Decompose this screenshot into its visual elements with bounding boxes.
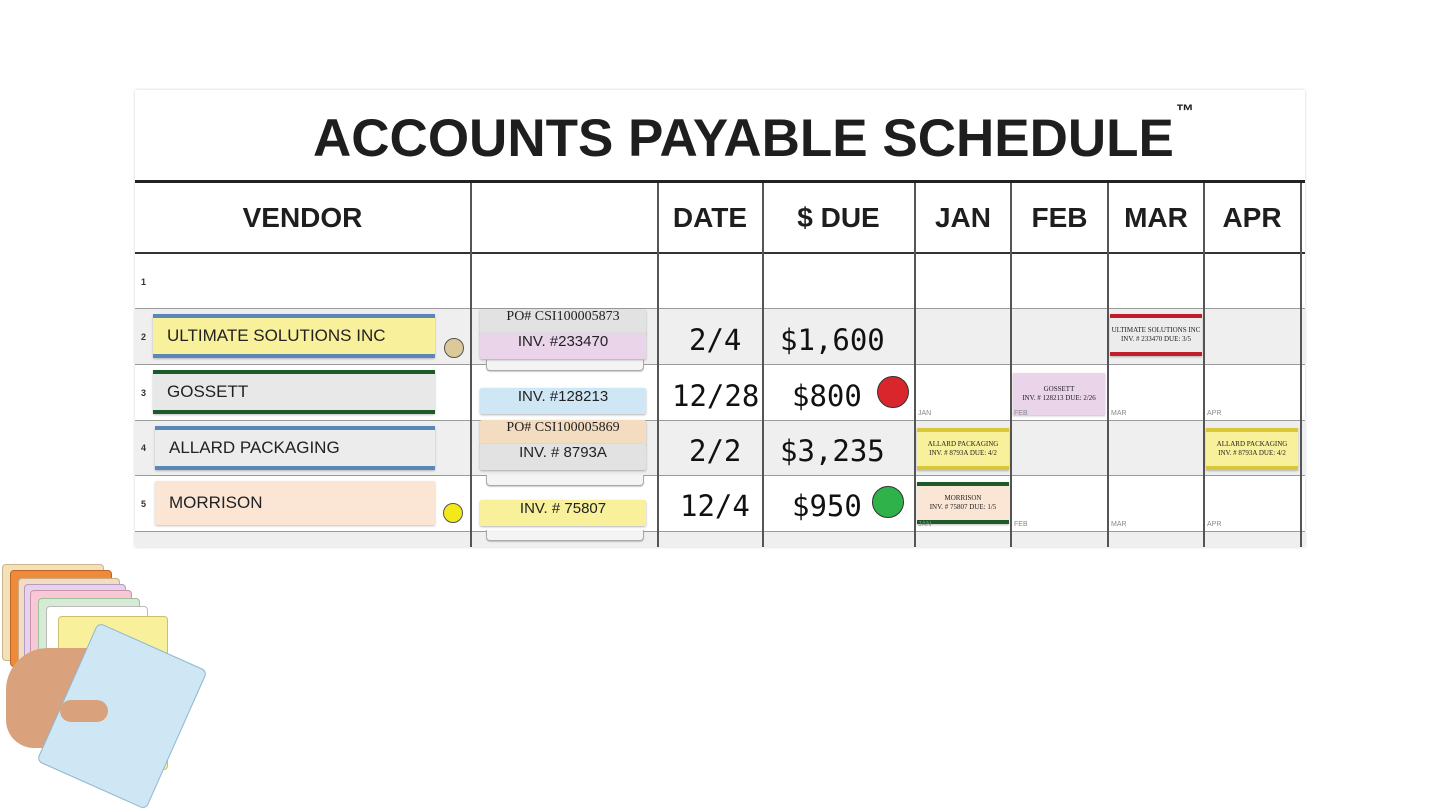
month-tag: APR [1207,410,1222,417]
invoice-card[interactable]: INV. # 75807 [480,500,646,526]
invoice-card[interactable]: INV. # 8793A [480,444,646,470]
month-tag: FEB [1014,410,1028,417]
row-6-background [135,532,1305,547]
schedule-card-line2: INV. # 8793A DUE: 4/2 [929,449,997,457]
po-card[interactable]: PO# CSI100005869 [480,420,646,446]
status-dot-yellow[interactable] [443,503,463,523]
header-month-apr: APR [1222,202,1282,233]
row-line [135,420,1305,421]
month-tag: FEB [1014,521,1028,528]
row-line [135,531,1305,532]
column-divider [762,183,764,547]
vendor-name: ALLARD PACKAGING [169,438,340,457]
due-date: 12/28 [672,379,760,413]
amount-due: $1,600 [780,323,885,357]
card-holder [486,360,644,371]
row-number: 5 [141,499,147,509]
row-line [135,308,1305,309]
row-number: 3 [141,388,147,398]
schedule-card-mar[interactable] [1110,314,1202,356]
month-tag: MAR [1111,521,1127,528]
invoice-card[interactable]: INV. #233470 [480,333,646,359]
amount-due: $800 [792,379,862,413]
vendor-name: ULTIMATE SOLUTIONS INC [167,326,386,345]
vendor-card-ultimate-solutions[interactable] [153,314,435,358]
column-divider [914,183,916,547]
row-number: 2 [141,332,147,342]
schedule-card-line1: ALLARD PACKAGING [1216,440,1288,448]
status-dot-tan[interactable] [444,338,464,358]
due-date: 2/4 [689,323,742,357]
amount-due: $3,235 [780,434,885,468]
t-card-fan-image [0,560,210,810]
schedule-board [135,90,1305,547]
schedule-card-line1: ULTIMATE SOLUTIONS INC [1111,326,1201,334]
schedule-card-apr[interactable] [1206,428,1298,470]
header-bottom-line [135,252,1305,254]
month-tag: MAR [1111,410,1127,417]
schedule-card-jan[interactable] [917,482,1009,524]
month-tag: JAN [918,521,932,528]
schedule-card-line1: GOSSETT [1043,385,1075,393]
vendor-name: MORRISON [169,493,263,512]
vendor-card-morrison[interactable] [155,481,435,525]
due-date: 12/4 [680,489,750,523]
schedule-card-line1: MORRISON [944,494,982,502]
column-divider [470,183,472,547]
schedule-card-jan[interactable] [917,428,1009,470]
header-date: DATE [672,202,748,233]
header-month-feb: FEB [1031,202,1088,233]
po-card[interactable]: PO# CSI100005873 [480,309,646,335]
header-month-mar: MAR [1124,202,1188,233]
card-holder [486,475,644,486]
row-line [135,475,1305,476]
vendor-name: GOSSETT [167,382,249,401]
board-title-area [135,90,1305,183]
schedule-card-line2: INV. # 75807 DUE: 1/5 [929,503,997,511]
month-tag: JAN [918,410,932,417]
row-number: 1 [141,277,147,287]
status-dot-green[interactable] [872,486,904,518]
due-date: 2/2 [689,434,742,468]
amount-due: $950 [792,489,862,523]
schedule-card-line2: INV. # 233470 DUE: 3/5 [1120,335,1192,343]
header-due: $ DUE [797,202,880,233]
column-divider [1300,183,1302,547]
column-divider [1010,183,1012,547]
schedule-card-line2: INV. # 128213 DUE: 2/26 [1022,394,1096,402]
board-title: ACCOUNTS PAYABLE SCHEDULE ™ [313,101,1194,168]
row-number: 4 [141,443,147,453]
schedule-card-line1: ALLARD PACKAGING [927,440,999,448]
month-tag: APR [1207,521,1222,528]
schedule-card-feb[interactable] [1013,373,1105,415]
invoice-card[interactable]: INV. #128213 [480,388,646,414]
column-divider [1203,183,1205,547]
row-line [135,364,1305,365]
column-divider [1107,183,1109,547]
status-dot-red[interactable] [877,376,909,408]
card-holder [486,530,644,541]
header-month-jan: JAN [934,202,991,233]
header-vendor: VENDOR [242,202,363,233]
vendor-card-allard-packaging[interactable] [155,426,435,470]
hand-thumb [60,700,108,722]
schedule-card-line2: INV. # 8793A DUE: 4/2 [1218,449,1286,457]
vendor-card-gossett[interactable] [153,370,435,414]
column-divider [657,183,659,547]
trademark-symbol: ™ [1175,101,1194,122]
